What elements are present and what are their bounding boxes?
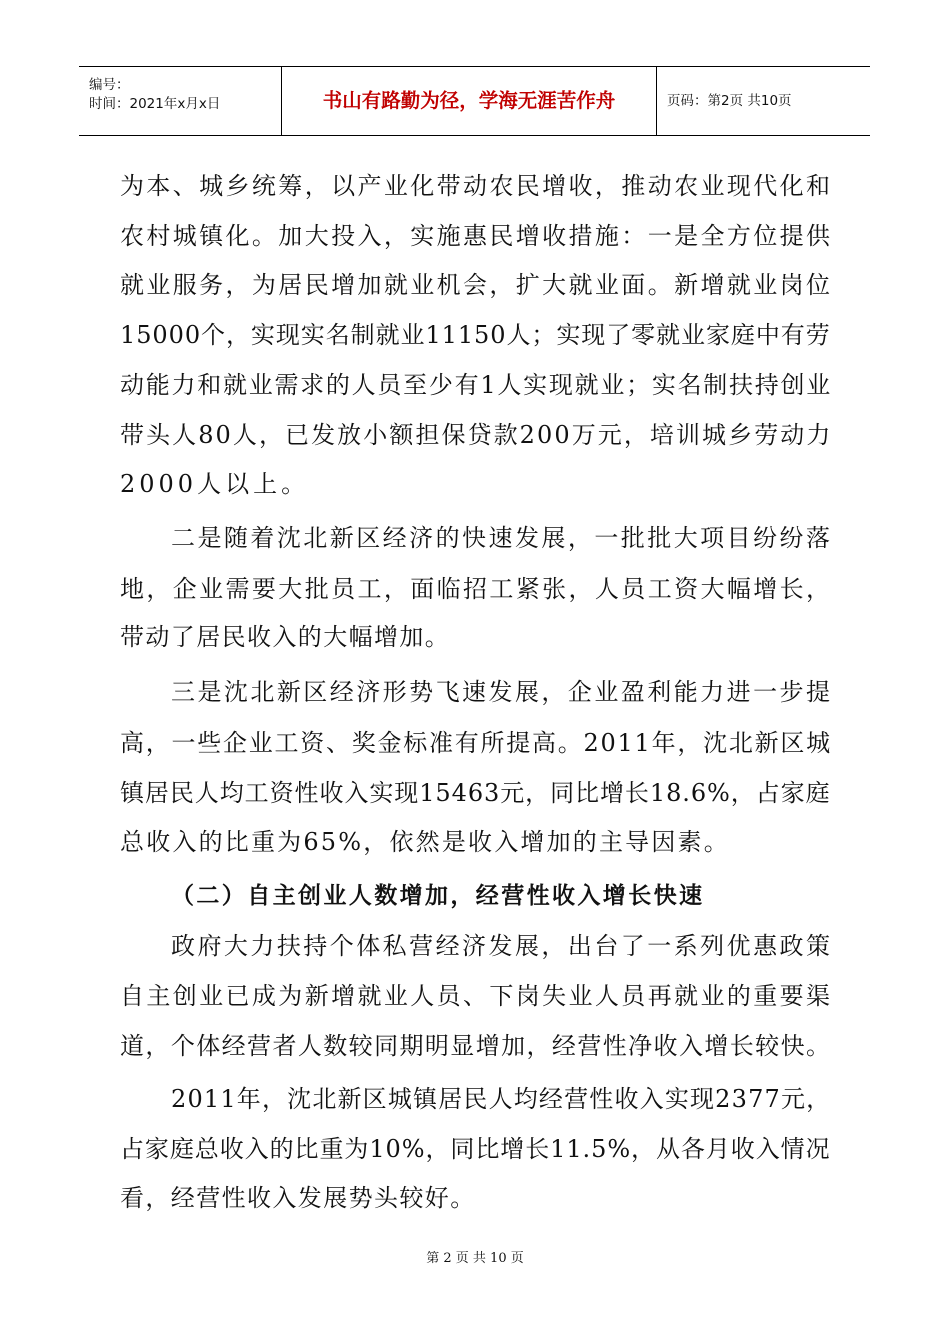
header-meta-cell [79,67,282,135]
page-header [79,66,870,136]
header-page-code: 页码：第2页 共10页 [667,93,792,109]
body-line: 动能力和就业需求的人员至少有1人实现就业；实名制扶持创业 [120,371,833,399]
body-line: 镇居民人均工资性收入实现15463元，同比增长18.6%，占家庭 [120,779,831,807]
document-number-label: 编号： [89,77,130,93]
header-motto-cell [282,67,657,135]
body-line: 三是沈北新区经济形势飞速发展，企业盈利能力进一步提 [171,678,833,706]
body-line: 为本、城乡统筹，以产业化带动农民增收，推动农业现代化和 [120,172,833,200]
header-page-cell [657,67,870,135]
document-time-label: 时间：2021年x月x日 [89,96,221,112]
body-line: 二是随着沈北新区经济的快速发展，一批批大项目纷纷落 [171,524,833,552]
body-line: 看，经营性收入发展势头较好。 [120,1184,476,1212]
body-line: 地，企业需要大批员工，面临招工紧张，人员工资大幅增长， [120,575,833,603]
body-line: 2000人以上。 [120,470,310,498]
body-line: 高，一些企业工资、奖金标准有所提高。2011年，沈北新区城 [120,729,832,757]
body-line: 自主创业已成为新增就业人员、下岗失业人员再就业的重要渠 [120,982,833,1010]
body-line: 总收入的比重为65%，依然是收入增加的主导因素。 [120,828,730,856]
body-line: 就业服务，为居民增加就业机会，扩大就业面。新增就业岗位 [120,271,833,299]
body-line: 带头人80人，已发放小额担保贷款200万元，培训城乡劳动力 [120,421,833,449]
section-heading: （二）自主创业人数增加，经营性收入增长快速 [171,883,705,909]
body-line: 道，个体经营者人数较同期明显增加，经营性净收入增长较快。 [120,1032,832,1060]
body-line: 政府大力扶持个体私营经济发展，出台了一系列优惠政策 [171,932,833,960]
body-line: 占家庭总收入的比重为10%，同比增长11.5%，从各月收入情况 [120,1135,831,1163]
body-line: 农村城镇化。加大投入，实施惠民增收措施：一是全方位提供 [120,222,833,250]
body-line: 15000个，实现实名制就业11150人；实现了零就业家庭中有劳 [120,321,831,349]
body-line: 带动了居民收入的大幅增加。 [120,623,451,651]
body-line: 2011年，沈北新区城镇居民人均经营性收入实现2377元， [171,1085,832,1113]
page-footer: 第 2 页 共 10 页 [426,1251,524,1266]
header-motto: 书山有路勤为径，学海无涯苦作舟 [322,89,616,112]
